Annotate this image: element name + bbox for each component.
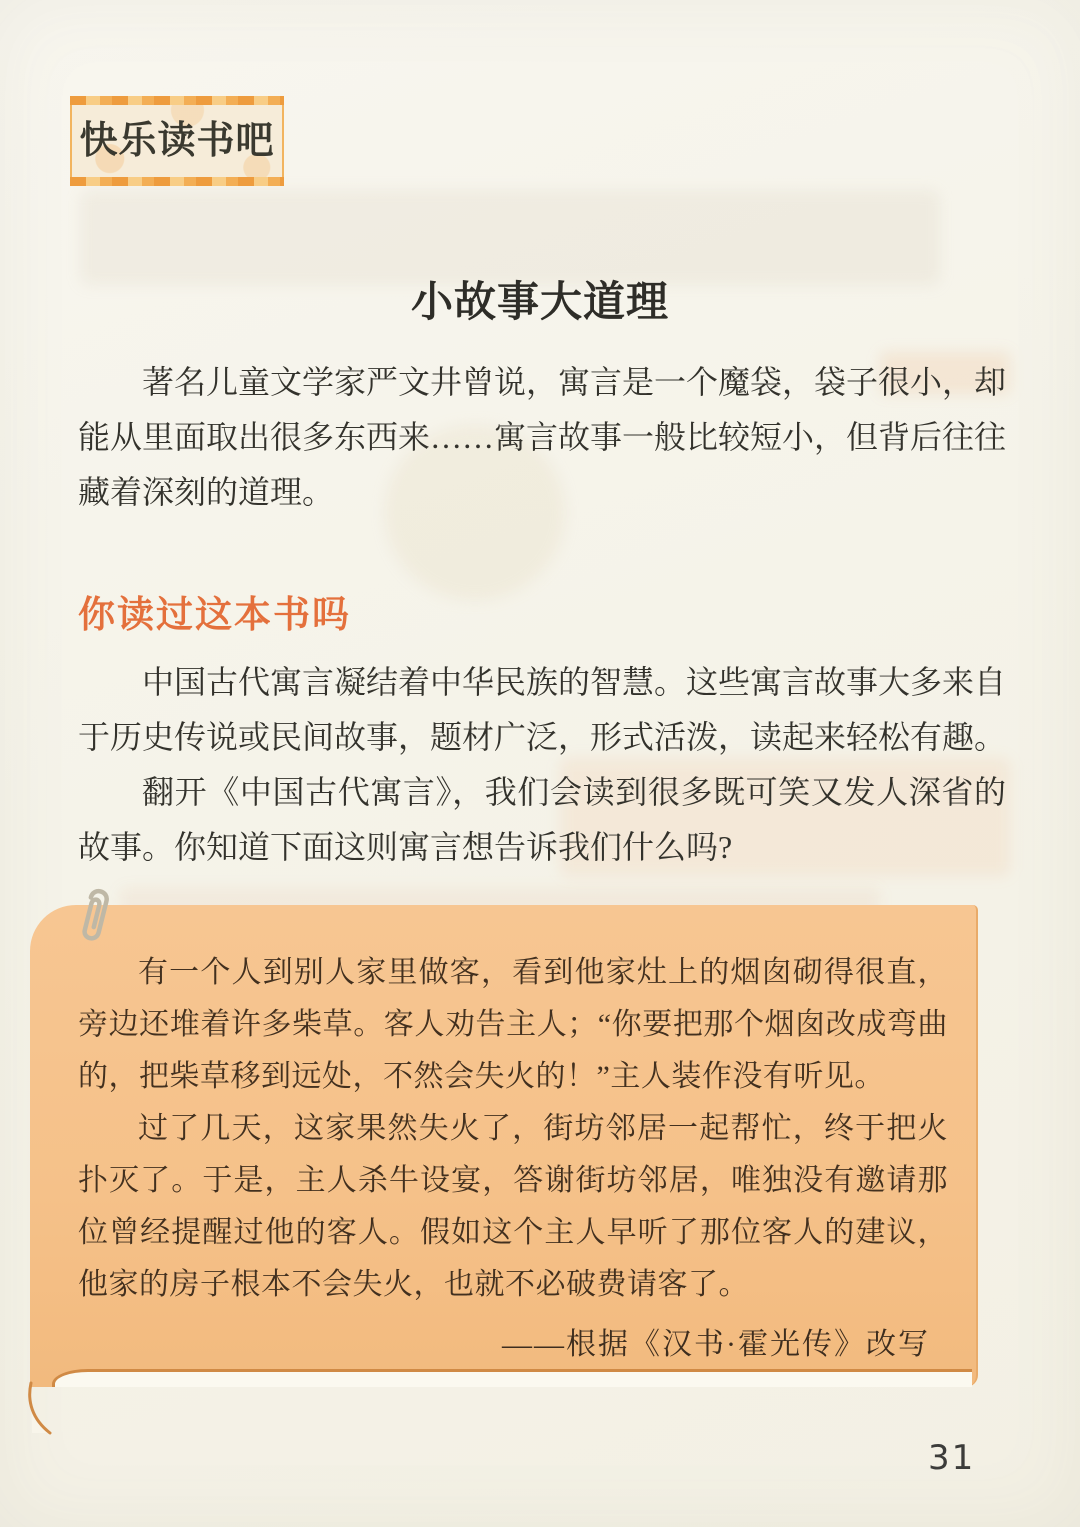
page-title: 小故事大道理 — [410, 280, 669, 327]
intro-text: 著名儿童文学家严文井曾说，寓言是一个魔袋，袋子很小，却能从里面取出很多东西来……寓言故事一般比较短小，但背后往往藏着深刻的道理。 — [78, 364, 1007, 510]
story-attribution: ——根据《汉书·霍光传》改写 — [502, 1328, 930, 1361]
badge-label: 快乐读书吧 — [79, 120, 275, 162]
reading-unit-badge — [70, 97, 284, 185]
section-paragraph-text: 中国古代寓言凝结着中华民族的智慧。这些寓言故事大多来自于历史传说或民间故事，题材广泛，形式活泼，读起来轻松有趣。 — [78, 664, 1007, 755]
bleed-through-decoration — [80, 190, 940, 285]
story-note-card — [30, 905, 978, 1387]
intro-paragraph — [78, 355, 1006, 520]
section-paragraph-text: 翻开《中国古代寓言》，我们会读到很多既可笑又发人深省的故事。你知道下面这则寓言想告诉我们什么吗? — [78, 774, 1006, 865]
story-text — [78, 947, 948, 1311]
page-curl-decoration — [26, 1381, 56, 1437]
under-page-edge — [52, 1369, 972, 1387]
section-paragraph — [78, 765, 1006, 875]
page-number: 31 — [928, 1438, 976, 1478]
story-paragraph: 过了几天，这家果然失火了，街坊邻居一起帮忙，终于把火扑灭了。于是，主人杀牛设宴，答谢街坊邻居，唯独没有邀请那位曾经提醒过他的客人。假如这个主人早听了那位客人的建议，他家的房子根本不会失火，也就不必破费请客了。 — [78, 1112, 948, 1301]
section-heading: 你读过这本书吗 — [78, 594, 351, 636]
story-paragraph: 有一个人到别人家里做客，看到他家灶上的烟囱砌得很直，旁边还堆着许多柴草。客人劝告主人；“你要把那个烟囱改成弯曲的，把柴草移到远处，不然会失火的！”主人装作没有听见。 — [78, 956, 948, 1093]
section-paragraph — [78, 655, 1006, 765]
